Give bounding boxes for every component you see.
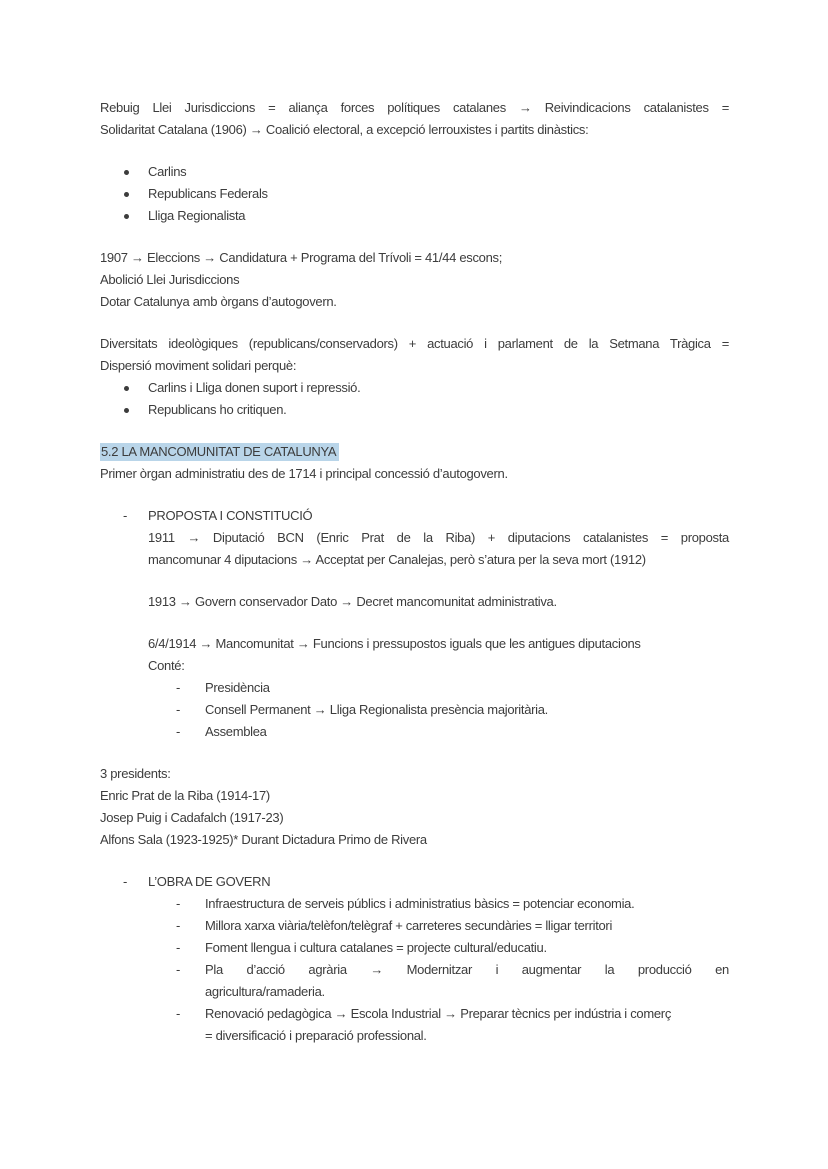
section-heading-5-2: [100, 441, 729, 463]
list-item-text: - Infraestructura de serveis públics i administratius bàsics = potenciar economia.: [205, 896, 635, 911]
dash-heading-text: - L’OBRA DE GOVERN: [148, 874, 271, 889]
text-line: Rebuig Llei Jurisdiccions = aliança forces polítiques catalanes → Reivindicacions catalanistes =: [100, 100, 729, 115]
text-line: Abolició Llei Jurisdiccions: [100, 272, 240, 287]
dispersio-bullet-list: [100, 377, 729, 421]
list-item-text: Carlins: [148, 164, 187, 179]
list-item: [205, 699, 729, 721]
text-line: Solidaritat Catalana (1906) → Coalició electoral, a excepció lerrouxistes i partits dinàstics:: [100, 122, 589, 137]
list-item-text: = diversificació i preparació professional.: [205, 1028, 427, 1043]
list-item: [205, 915, 729, 937]
list-item: [205, 937, 729, 959]
list-item: [148, 183, 729, 205]
conte-dash-list: [100, 677, 729, 743]
list-item: [205, 893, 729, 915]
paragraph-diversitats: [100, 333, 729, 377]
text-line: 1911 → Diputació BCN (Enric Prat de la Riba) + diputacions catalanistes = proposta: [148, 530, 729, 545]
list-item: [205, 721, 729, 743]
obra-dash-list: [100, 893, 729, 1047]
paragraph-primer-organ: [100, 463, 729, 485]
highlighted-section-title: 5.2 LA MANCOMUNITAT DE CATALUNYA: [100, 443, 339, 461]
bullet-icon: [124, 214, 129, 219]
president-entry: Josep Puig i Cadafalch (1917-23): [100, 810, 284, 825]
paragraph-rebuig-llei: [100, 97, 729, 141]
text-line: 1907 → Eleccions → Candidatura + Programa del Trívoli = 41/44 escons;: [100, 250, 503, 265]
list-item-text: - Foment llengua i cultura catalanes = projecte cultural/educatiu.: [205, 940, 547, 955]
text-line: Diversitats ideològiques (republicans/conservadors) + actuació i parlament de la Setmana Tràgica =: [100, 336, 729, 351]
president-entry: Alfons Sala (1923-1925)* Durant Dictadura Primo de Rivera: [100, 832, 427, 847]
bullet-icon: [124, 192, 129, 197]
list-item-text: Assemblea: [205, 724, 267, 739]
list-item: [148, 205, 729, 227]
dash-heading-text: - PROPOSTA I CONSTITUCIÓ: [148, 508, 313, 523]
list-item: [205, 1003, 729, 1047]
list-item-text: Carlins i Lliga donen suport i repressió.: [148, 380, 361, 395]
list-item-text: - Pla d’acció agrària → Modernitzar i augmentar la producció en: [205, 962, 729, 977]
paragraph-1911: [148, 527, 729, 571]
list-item-text: - Millora xarxa viària/telèfon/telègraf + carreteres secundàries = lligar territori: [205, 918, 613, 933]
list-item-text: Consell Permanent → Lliga Regionalista presència majoritària.: [205, 702, 548, 717]
list-item: [205, 959, 729, 1003]
list-item-text: Lliga Regionalista: [148, 208, 246, 223]
presidents-block: [100, 763, 729, 851]
paragraph-1914: [148, 633, 729, 677]
presidents-label: 3 presidents:: [100, 766, 171, 781]
text-line: 1913 → Govern conservador Dato → Decret mancomunitat administrativa.: [148, 594, 557, 609]
paragraph-1913: [148, 591, 729, 613]
bullet-icon: [124, 386, 129, 391]
list-item: [148, 161, 729, 183]
list-item-text: Presidència: [205, 680, 270, 695]
text-line: Dotar Catalunya amb òrgans d’autogovern.: [100, 294, 337, 309]
bullet-icon: [124, 170, 129, 175]
text-line: 6/4/1914 → Mancomunitat → Funcions i pressupostos iguals que les antigues diputacions: [148, 636, 641, 651]
president-entry: Enric Prat de la Riba (1914-17): [100, 788, 270, 803]
dash-heading-obra: [148, 871, 729, 893]
list-item-text: Republicans ho critiquen.: [148, 402, 287, 417]
paragraph-eleccions-1907: [100, 247, 729, 313]
bullet-icon: [124, 408, 129, 413]
list-item-text: agricultura/ramaderia.: [205, 984, 325, 999]
dash-heading-proposta: [148, 505, 729, 527]
list-item: [148, 377, 729, 399]
list-item-text: Republicans Federals: [148, 186, 268, 201]
coalition-bullet-list: [100, 161, 729, 227]
text-line: Primer òrgan administratiu des de 1714 i principal concessió d’autogovern.: [100, 466, 508, 481]
text-line: mancomunar 4 diputacions → Acceptat per Canalejas, però s’atura per la seva mort (1912): [148, 552, 646, 567]
list-item-text: - Renovació pedagògica → Escola Industrial → Preparar tècnics per indústria i comerç: [205, 1006, 672, 1021]
list-item: [148, 399, 729, 421]
conte-label: Conté:: [148, 658, 185, 673]
list-item: [205, 677, 729, 699]
text-line: Dispersió moviment solidari perquè:: [100, 358, 297, 373]
